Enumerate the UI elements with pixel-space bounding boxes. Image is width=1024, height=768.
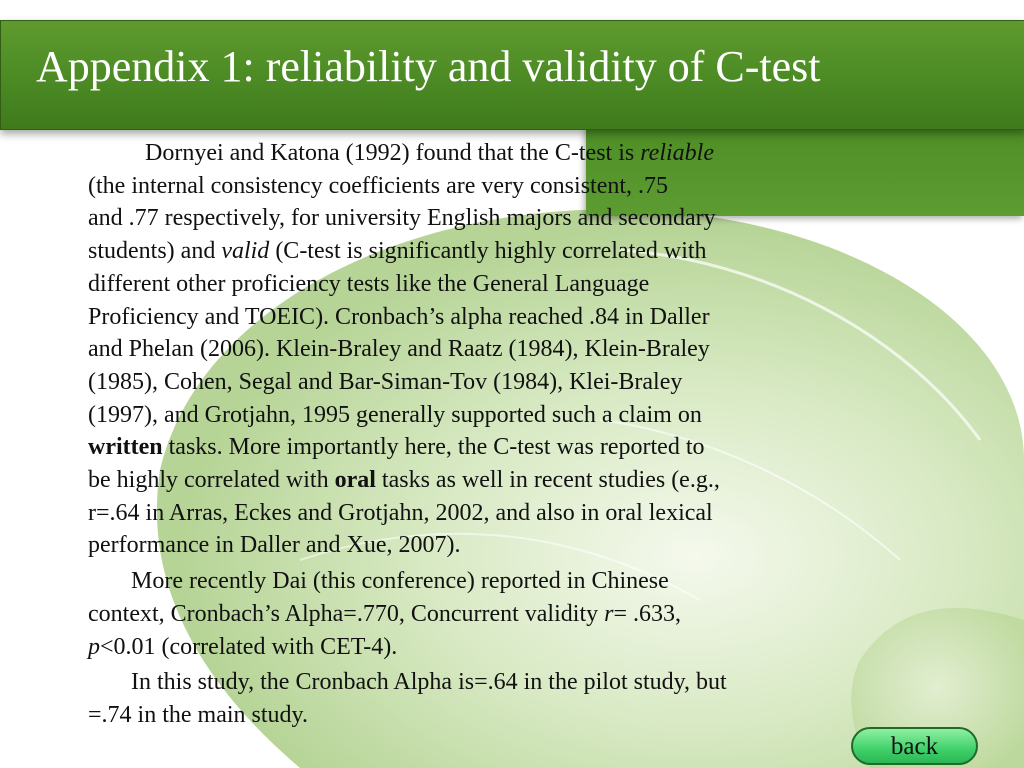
bold-text: written xyxy=(88,434,163,461)
paragraph-2 xyxy=(88,565,993,663)
text-line: More recently Dai (this conference) reported in Chinese xyxy=(131,568,669,595)
text-line: different other proficiency tests like the General Language xyxy=(88,270,650,297)
slide-body xyxy=(88,137,993,735)
text-run: Dornyei and Katona (1992) found that the C-test is xyxy=(145,140,641,166)
text-run: students) and xyxy=(88,238,222,265)
text-line: =.74 in the main study. xyxy=(88,701,308,728)
text-line xyxy=(88,137,993,170)
italic-text: valid xyxy=(221,238,270,265)
text-run: tasks as well in recent studies (e.g., xyxy=(375,467,720,494)
slide-title: Appendix 1: reliability and validity of C-test xyxy=(36,42,821,91)
text-line xyxy=(88,598,993,631)
text-line: In this study, the Cronbach Alpha is=.64 in the pilot study, but xyxy=(131,669,727,696)
text-line: and .77 respectively, for university English majors and secondary xyxy=(88,205,716,232)
text-line: Proficiency and TOEIC). Cronbach’s alpha reached .84 in Daller xyxy=(88,303,710,330)
text-line: performance in Daller and Xue, 2007). xyxy=(88,532,461,559)
italic-text: r xyxy=(604,600,614,627)
text-line: and Phelan (2006). Klein-Braley and Raatz (1984), Klein-Braley xyxy=(88,336,710,363)
text-line xyxy=(88,464,993,497)
text-run: <0.01 (correlated with CET-4). xyxy=(100,633,398,660)
text-run: be highly correlated with xyxy=(88,467,335,494)
text-line: (1985), Cohen, Segal and Bar-Siman-Tov (1984), Klei-Braley xyxy=(88,368,683,395)
paragraph-3 xyxy=(88,666,993,731)
italic-text: p xyxy=(88,633,100,660)
paragraph-1 xyxy=(88,137,993,562)
title-bar xyxy=(0,20,1024,130)
text-line xyxy=(88,235,993,268)
text-run: = .633, xyxy=(613,600,681,627)
text-line: (the internal consistency coefficients are very consistent, .75 xyxy=(88,172,669,199)
italic-text: reliable xyxy=(640,140,714,166)
text-line xyxy=(88,631,993,664)
text-run: tasks. More importantly here, the C-test was reported to xyxy=(162,434,705,461)
text-line: (1997), and Grotjahn, 1995 generally supported such a claim on xyxy=(88,401,702,428)
text-line xyxy=(88,431,993,464)
text-run: context, Cronbach’s Alpha=.770, Concurrent validity xyxy=(88,600,605,627)
text-run: (C-test is significantly highly correlated with xyxy=(269,238,707,265)
bold-text: oral xyxy=(334,467,376,494)
text-line: r=.64 in Arras, Eckes and Grotjahn, 2002, and also in oral lexical xyxy=(88,499,713,526)
back-button[interactable]: back xyxy=(851,727,978,765)
